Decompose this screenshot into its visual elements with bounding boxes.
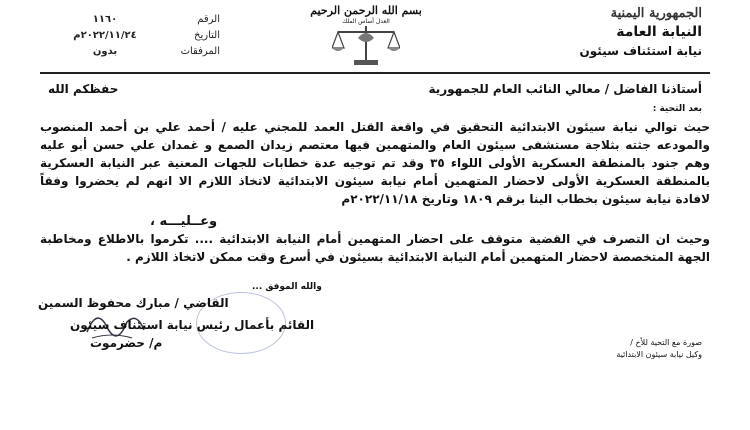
- salutation: حفظكم الله: [48, 82, 119, 96]
- signer-location: م/ حضرموت: [90, 336, 163, 350]
- signer-title: القائم بأعمال رئيس نيابة استئناف سيئون: [70, 318, 315, 332]
- cc-line-1: صورة مع التحية للأخ /: [630, 338, 702, 347]
- attachments-label: المرفقات: [180, 46, 220, 57]
- header-divider: [40, 72, 710, 74]
- cc-line-2: وكيل نيابة سيئون الابتدائية: [616, 350, 702, 359]
- emblem: [296, 4, 436, 66]
- ref-row: [50, 14, 220, 25]
- ref-value: ١١٦٠: [92, 14, 118, 25]
- paragraph-1: حيث توالي نيابة سيئون الابتدائية التحقيق في واقعة القتل العمد للمجني عليه / أحمد علي بن أحمد المنصوب والمودعه جثته بثلاجة مستشفى سيئون العام والمتهمين فيها معتصم زيدان الصمع و غمدان علي حسن أبو عليه وهم جنود بالمنطقة العسكرية الأولى اللواء ٣٥ وقد تم توجيه عدة خطابات للجهات المعنية عبر النيابة العسكرية بالمنطقة العسكرية الأولى لاحضار المتهمين أمام نيابة سيئون الابتدائية لاتخاذ اللازم الا انهم لم يحضروا وفقاً لافادة نيابة سيئون بخطاب الينا برقم ١٨٠٩ وتاريخ ٢٠٢٢/١١/١٨م: [40, 120, 710, 206]
- attachments-value: بدون: [92, 46, 118, 57]
- date-value: ٢٠٢٢/١١/٢٤م: [73, 30, 137, 41]
- emblem-basmala: بسم الله الرحمن الرحيم: [310, 4, 422, 17]
- wa-alayh: وعــليـــه ،: [150, 214, 218, 229]
- scales-of-justice-icon: [332, 24, 400, 66]
- greeting: بعد التحية :: [652, 104, 702, 114]
- attachments-row: [50, 46, 220, 57]
- date-row: [50, 30, 220, 41]
- addressee: أستاذنا الفاضل / معالي النائب العام للجمهورية: [428, 82, 702, 96]
- ref-label: الرقم: [197, 14, 220, 25]
- country-name: الجمهورية اليمنية: [610, 6, 702, 21]
- closing: والله الموفق ...: [252, 282, 322, 292]
- emblem-motto: العدل أساس الملك: [342, 18, 390, 25]
- paragraph-2: وحيث ان التصرف في القضية متوقف على احضار المتهمين أمام النيابة الابتدائية .... تكرموا بالاطلاع ومخاطبة الجهة المتخصصة لاحضار المتهمين أمام النيابة الابتدائية بسيئون في أسرع وقت ممكن لاتخاذ اللازم .: [40, 232, 710, 264]
- date-label: التاريخ: [194, 30, 220, 41]
- branch-name: نيابة استئناف سيئون: [579, 44, 702, 58]
- signer-name: القاضي / مبارك محفوظ السمين: [38, 296, 229, 310]
- office-name: النيابة العامة: [616, 24, 702, 40]
